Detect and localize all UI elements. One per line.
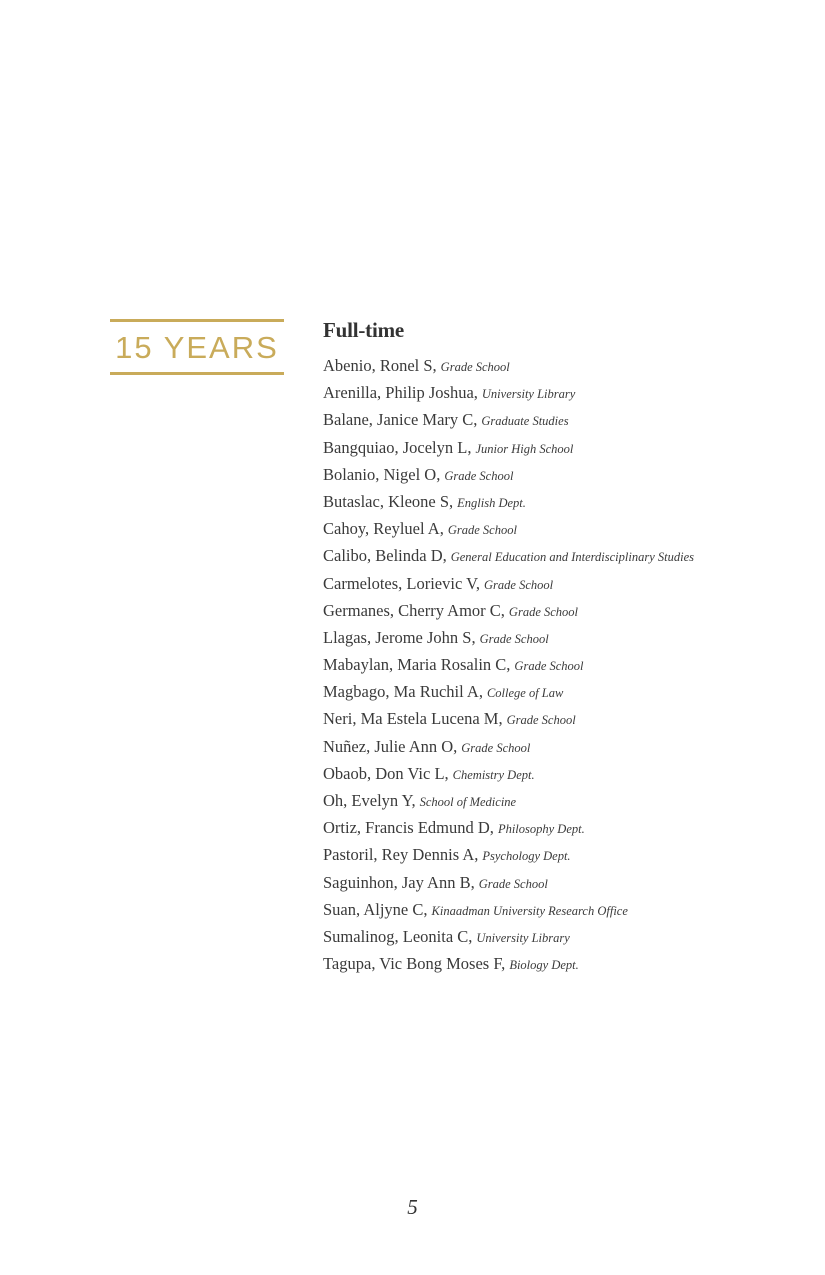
section-heading: Full-time [323,318,405,342]
person-name: Llagas, Jerome John S, [323,627,476,647]
department: Grade School [478,876,548,891]
person-name: Abenio, Ronel S, [323,356,437,375]
roster-entry [323,923,803,950]
department: University Library [481,387,576,402]
person-name: Pastoril, Rey Dennis A, [323,845,479,865]
department: Grade School [506,713,576,728]
roster-section [323,316,803,977]
department: General Education and Interdisciplinary Studies [450,550,694,565]
department: College of Law [486,686,564,701]
person-name: Tagupa, Vic Bong Moses F, [323,954,506,974]
roster-entry [323,814,803,841]
roster-entry [323,760,803,787]
department: Grade School [508,604,579,619]
person-name: Bangquiao, Jocelyn L, [323,437,472,457]
person-name: Saguinhon, Jay Ann B, [323,872,475,892]
roster-entry [323,896,803,923]
roster-entry [323,461,803,488]
roster-entry [323,597,803,624]
roster-entry [323,379,803,406]
department: University Library [476,930,570,945]
page-number: 5 [407,1195,418,1219]
roster-entry [323,352,803,379]
roster-entry [323,406,803,433]
person-name: Sumalinog, Leonita C, [323,926,473,946]
person-name: Cahoy, Reyluel A, [323,519,444,539]
roster-entry [323,841,803,868]
department: English Dept. [457,495,526,510]
roster-entry [323,488,803,515]
person-name: Mabaylan, Maria Rosalin C, [323,655,511,675]
roster-entry [323,950,803,977]
person-name: Neri, Ma Estela Lucena M, [323,709,503,729]
department: Graduate Studies [481,414,569,429]
roster-entry [323,570,803,597]
person-name: Oh, Evelyn Y, [323,791,416,810]
department: Grade School [484,577,554,592]
roster-entry [323,787,803,814]
person-name: Butaslac, Kleone S, [323,491,454,511]
roster-entry [323,705,803,732]
roster-entry [323,434,803,461]
years-label-block [110,319,284,375]
roster-entry [323,733,803,760]
person-name: Nuñez, Julie Ann O, [323,736,458,756]
department: Grade School [461,740,531,755]
department: Grade School [514,659,584,674]
roster-list [323,352,803,977]
person-name: Suan, Aljyne C, [323,899,428,919]
roster-entry [323,515,803,542]
department: Grade School [479,631,549,646]
department: Grade School [440,360,510,374]
department: Grade School [444,468,514,483]
roster-entry [323,678,803,705]
department: Psychology Dept. [482,849,571,864]
person-name: Arenilla, Philip Joshua, [323,383,478,403]
department: Chemistry Dept. [452,767,535,782]
person-name: Germanes, Cherry Amor C, [323,600,505,620]
department: Junior High School [475,441,574,456]
person-name: Bolanio, Nigel O, [323,464,441,484]
department: Philosophy Dept. [497,822,585,837]
department: Kinaadman University Research Office [431,903,628,918]
person-name: Obaob, Don Vic L, [323,763,449,783]
department: School of Medicine [419,795,517,809]
person-name: Magbago, Ma Ruchil A, [323,682,483,702]
roster-entry [323,869,803,896]
roster-entry [323,542,803,569]
person-name: Ortiz, Francis Edmund D, [323,818,494,838]
person-name: Balane, Janice Mary C, [323,410,478,430]
department: Grade School [447,523,517,538]
years-label: 15 YEARS [115,329,279,365]
roster-entry [323,624,803,651]
roster-entry [323,651,803,678]
department: Biology Dept. [509,958,579,973]
person-name: Carmelotes, Lorievic V, [323,573,481,593]
person-name: Calibo, Belinda D, [323,546,447,566]
